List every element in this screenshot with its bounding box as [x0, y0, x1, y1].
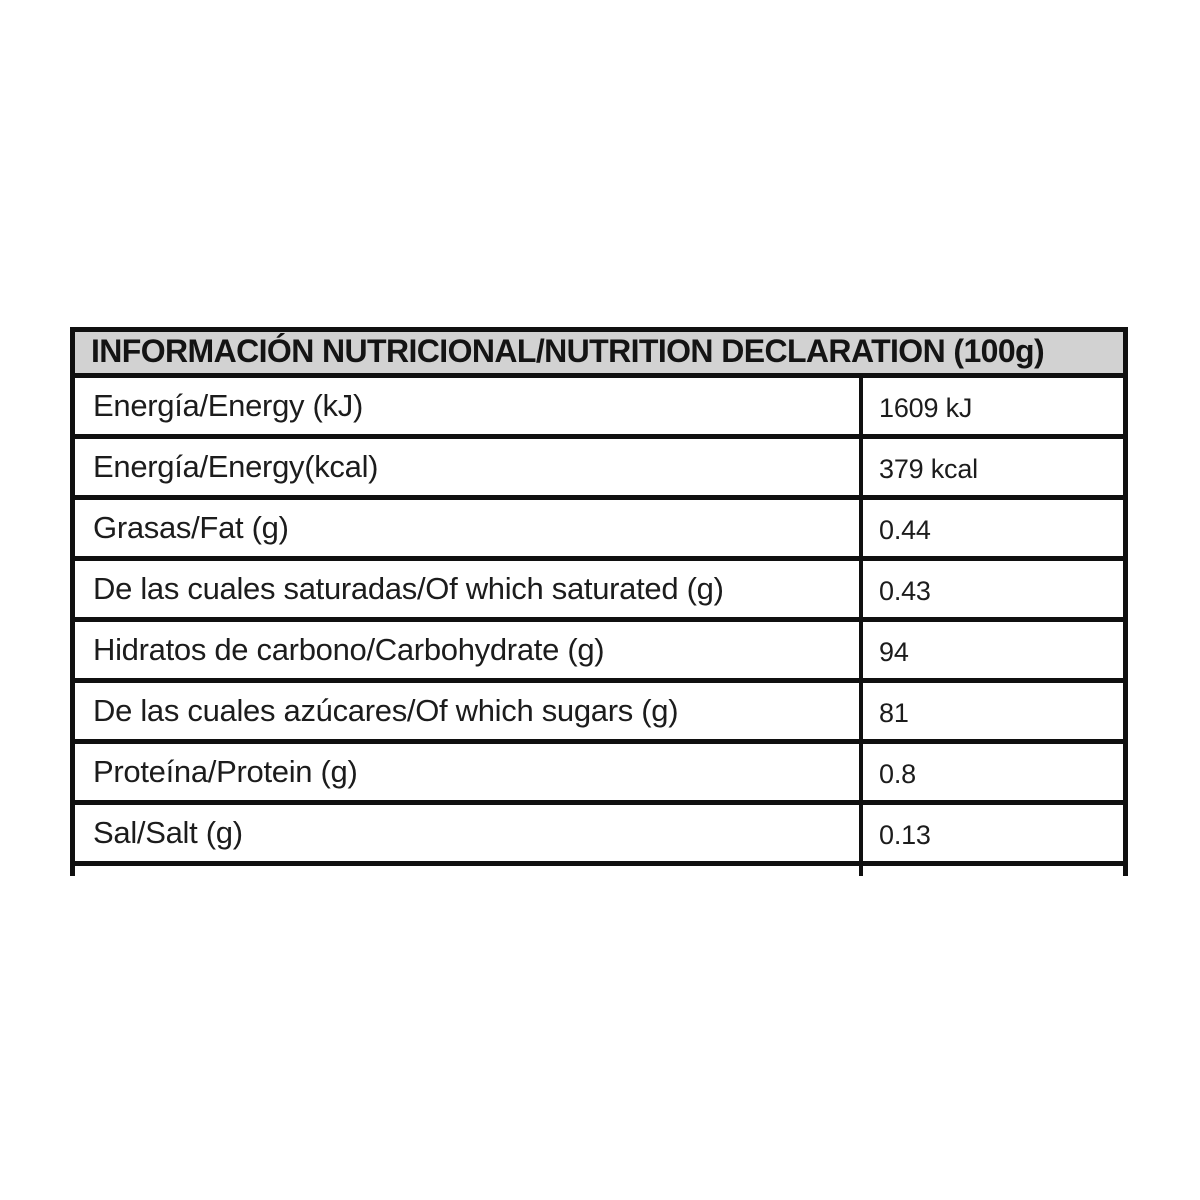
table-row — [75, 561, 1123, 622]
table-header: INFORMACIÓN NUTRICIONAL/NUTRITION DECLARATION (100g) — [75, 332, 1123, 378]
clipped-next-row — [75, 866, 1123, 876]
row-value: 81 — [879, 697, 909, 728]
row-value: 0.43 — [879, 575, 931, 606]
row-label: Hidratos de carbono/Carbohydrate (g) — [75, 622, 863, 678]
row-label: De las cuales saturadas/Of which saturated (g) — [75, 561, 863, 617]
row-label: Proteína/Protein (g) — [75, 744, 863, 800]
row-label: Energía/Energy (kJ) — [75, 378, 863, 434]
table-row — [75, 378, 1123, 439]
table-row — [75, 805, 1123, 866]
nutrition-table — [70, 327, 1128, 876]
table-row — [75, 439, 1123, 500]
clipped-next-row-divider — [75, 866, 863, 876]
row-value: 1609 kJ — [879, 392, 973, 423]
table-row — [75, 622, 1123, 683]
row-label: Sal/Salt (g) — [75, 805, 863, 861]
row-value: 0.13 — [879, 819, 931, 850]
table-row — [75, 744, 1123, 805]
row-label: Energía/Energy(kcal) — [75, 439, 863, 495]
row-value: 0.8 — [879, 758, 916, 789]
table-row — [75, 683, 1123, 744]
row-label: Grasas/Fat (g) — [75, 500, 863, 556]
row-value: 94 — [879, 636, 909, 667]
row-value: 379 kcal — [879, 453, 978, 484]
row-label: De las cuales azúcares/Of which sugars (g) — [75, 683, 863, 739]
row-value: 0.44 — [879, 514, 931, 545]
table-row — [75, 500, 1123, 561]
